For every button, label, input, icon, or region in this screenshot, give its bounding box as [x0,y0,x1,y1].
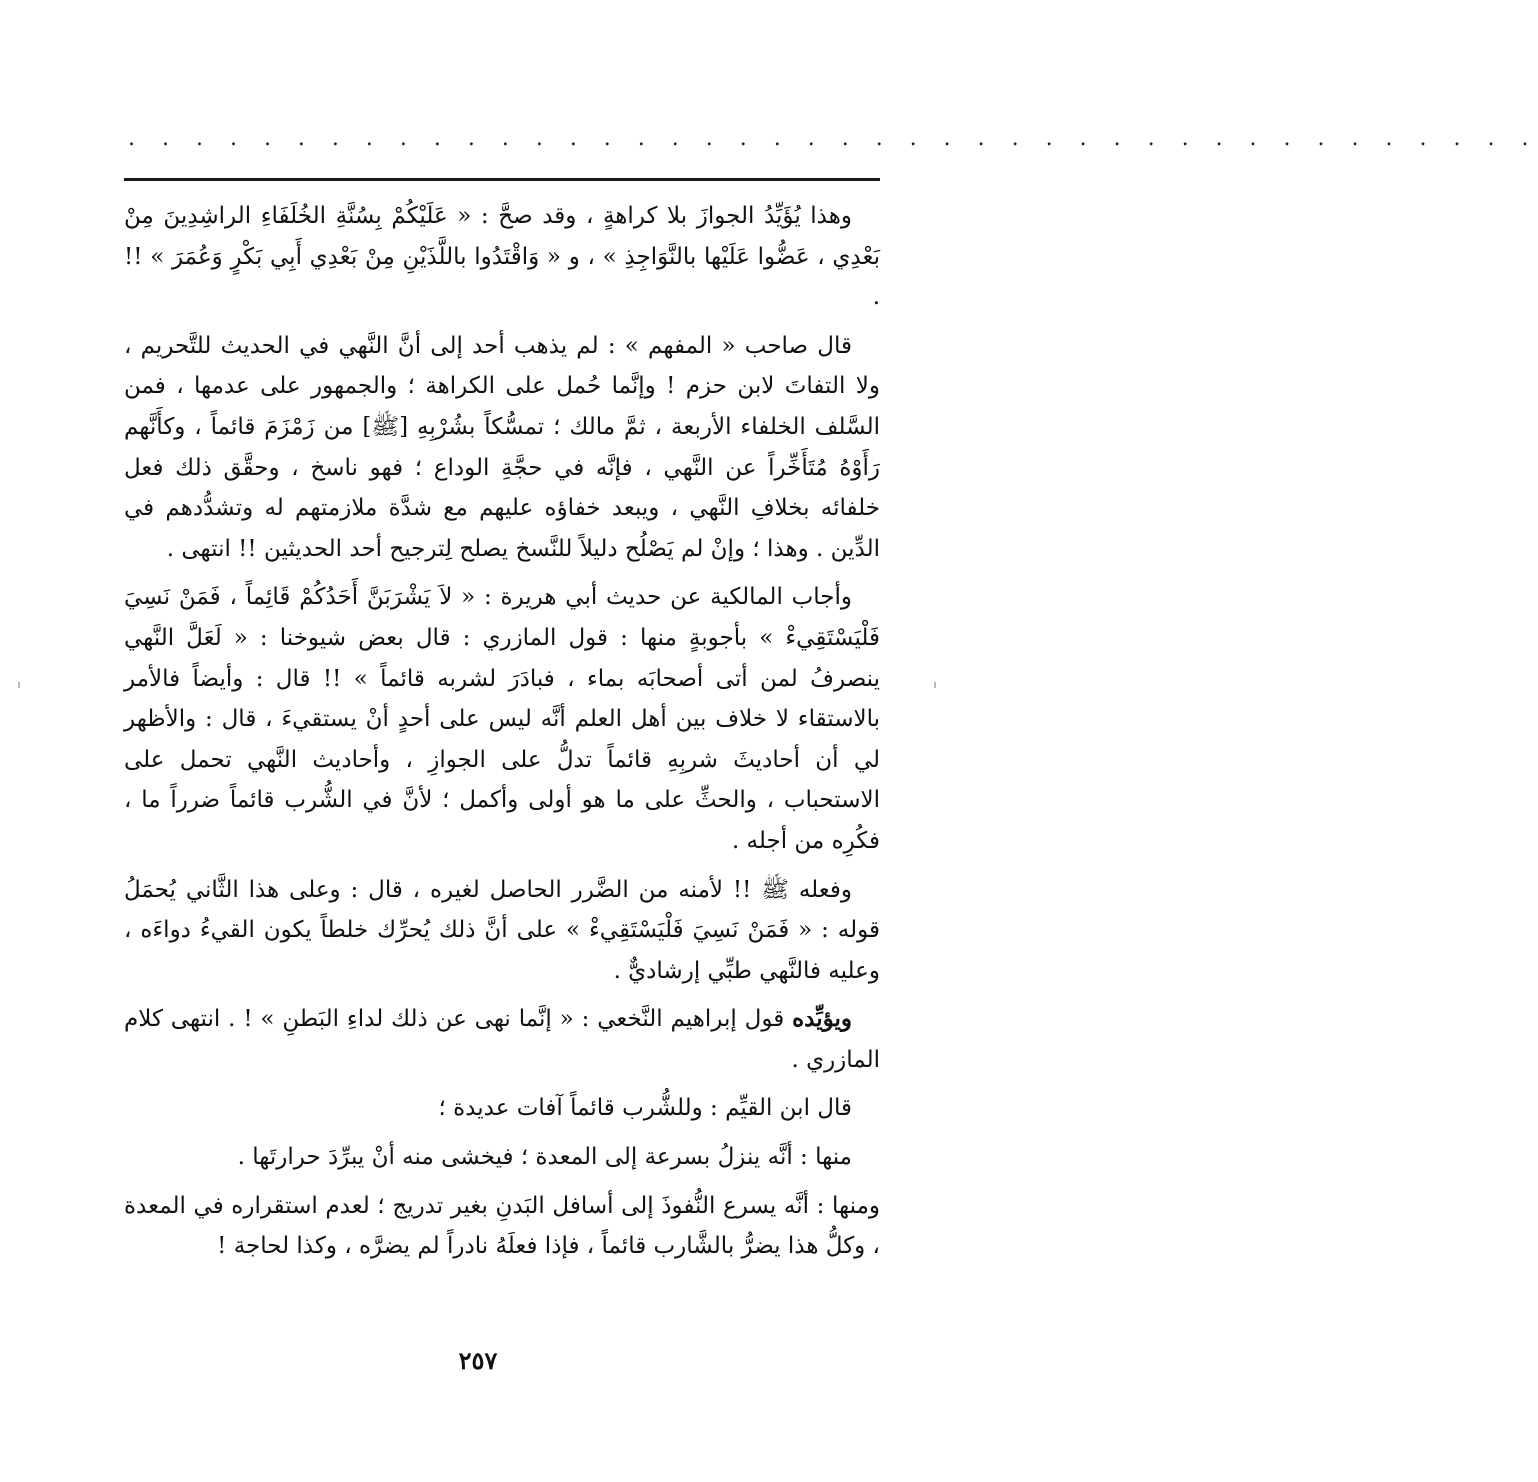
paragraph-8: ومنها : أنَّه يسرع النُّفوذَ إلى أسافل البَدنِ بغير تدريج ؛ لعدم استقراره في المعدة ، وكلُّ هذا يضرُّ بالشَّارب قائماً ، فإذا فعلَهُ نادراً لم يضرَّه ، وكذا لحاجة ! [124,1192,880,1260]
scan-edge-mark-left [18,682,20,688]
body-text [124,196,880,1275]
header-rule [124,178,880,181]
header-dotted-line: . . . . . . . . . . . . . . . . . . . . . . . . . . . . . . . . . . . . . . . . . . [128,126,1538,151]
page-number: ٢٥٧ [458,1346,498,1375]
paragraph-5-lead-word: ويؤيِّده [792,1005,853,1033]
paragraph-6: قال ابن القيِّم : وللشُّرب قائماً آفات عديدة ؛ [438,1095,852,1122]
paragraph-3: وأجاب المالكية عن حديث أبي هريرة : « لاَ يَشْرَبَنَّ أَحَدُكُمْ قَائِماً ، فَمَنْ نَسِيَ فَلْيَسْتَقِيءْ » بأجوبةٍ منها : قول المازري : قال بعض شيوخنا : « لَعَلَّ النَّهي ينصرفُ لمن أتى أصحابَه بماء ، فبادَرَ لشربه قائماً » !! قال : وأيضاً فالأمر بالاستقاء لا خلاف بين أهل العلم أنَّه ليس على أحدٍ أنْ يستقيءَ ، قال : والأظهر لي أن أحاديثَ شربِهِ قائماً تدلُّ على الجوازِ ، وأحاديث النَّهي تحمل على الاستحباب ، والحثِّ على ما هو أولى وأكمل ؛ لأنَّ في الشُّرب قائماً ضرراً ما ، فكُرِه من أجله . [124,584,880,854]
paragraph-4: وفعله ﷺ !! لأمنه من الضَّرر الحاصل لغيره ، قال : وعلى هذا الثَّاني يُحمَلُ قوله : « فَمَنْ نَسِيَ فَلْيَسْتَقِيءْ » على أنَّ ذلك يُحرِّك خلطاً يكون القيءُ دواءَه ، وعليه فالنَّهي طبِّي إرشاديٌّ . [124,876,880,984]
paragraph-7: منها : أنَّه ينزلُ بسرعة إلى المعدة ؛ فيخشى منه أنْ يبرِّدَ حرارتَها . [237,1144,852,1171]
scan-edge-mark-right [934,682,936,688]
paragraph-5-text: قول إبراهيم النَّخعي : « إنَّما نهى عن ذلك لداءِ البَطنِ » ! . انتهى كلام المازري . [124,1006,880,1073]
paragraph-1: وهذا يُؤَيِّدُ الجوازَ بلا كراهةٍ ، وقد صحَّ : « عَلَيْكُمْ بِسُنَّةِ الخُلَفَاءِ الراشِدِينَ مِنْ بَعْدِي ، عَضُّوا عَلَيْها بالنَّوَاجِذِ » ، و « وَاقْتَدُوا باللَّذَيْنِ مِنْ بَعْدِي أَبِي بَكْرٍ وَعُمَرَ » !! . [124,203,880,311]
paragraph-2: قال صاحب « المفهم » : لم يذهب أحد إلى أنَّ النَّهي في الحديث للتَّحريم ، ولا التفاتَ لابن حزم ! وإنَّما حُمل على الكراهة ؛ والجمهور على عدمها ، فمن السَّلف الخلفاء الأربعة ، ثمَّ مالك ؛ تمسُّكاً بشُرْبِهِ [ﷺ] من زَمْزَمَ قائماً ، وكأَنَّهم رَأَوْهُ مُتَأَخِّراً عن النَّهي ، فإنَّه في حجَّةِ الوداع ؛ فهو ناسخ ، وحقَّق ذلك فعل خلفائه بخلافِ النَّهي ، ويبعد خفاؤه عليهم مع شدَّة ملازمتهم له وتشدُّدهم في الدِّين . وهذا ؛ وإنْ لم يَصْلُح دليلاً للنَّسخ يصلح لِترجيح أحد الحديثين !! انتهى . [124,332,880,562]
paragraph-5 [124,999,880,1080]
